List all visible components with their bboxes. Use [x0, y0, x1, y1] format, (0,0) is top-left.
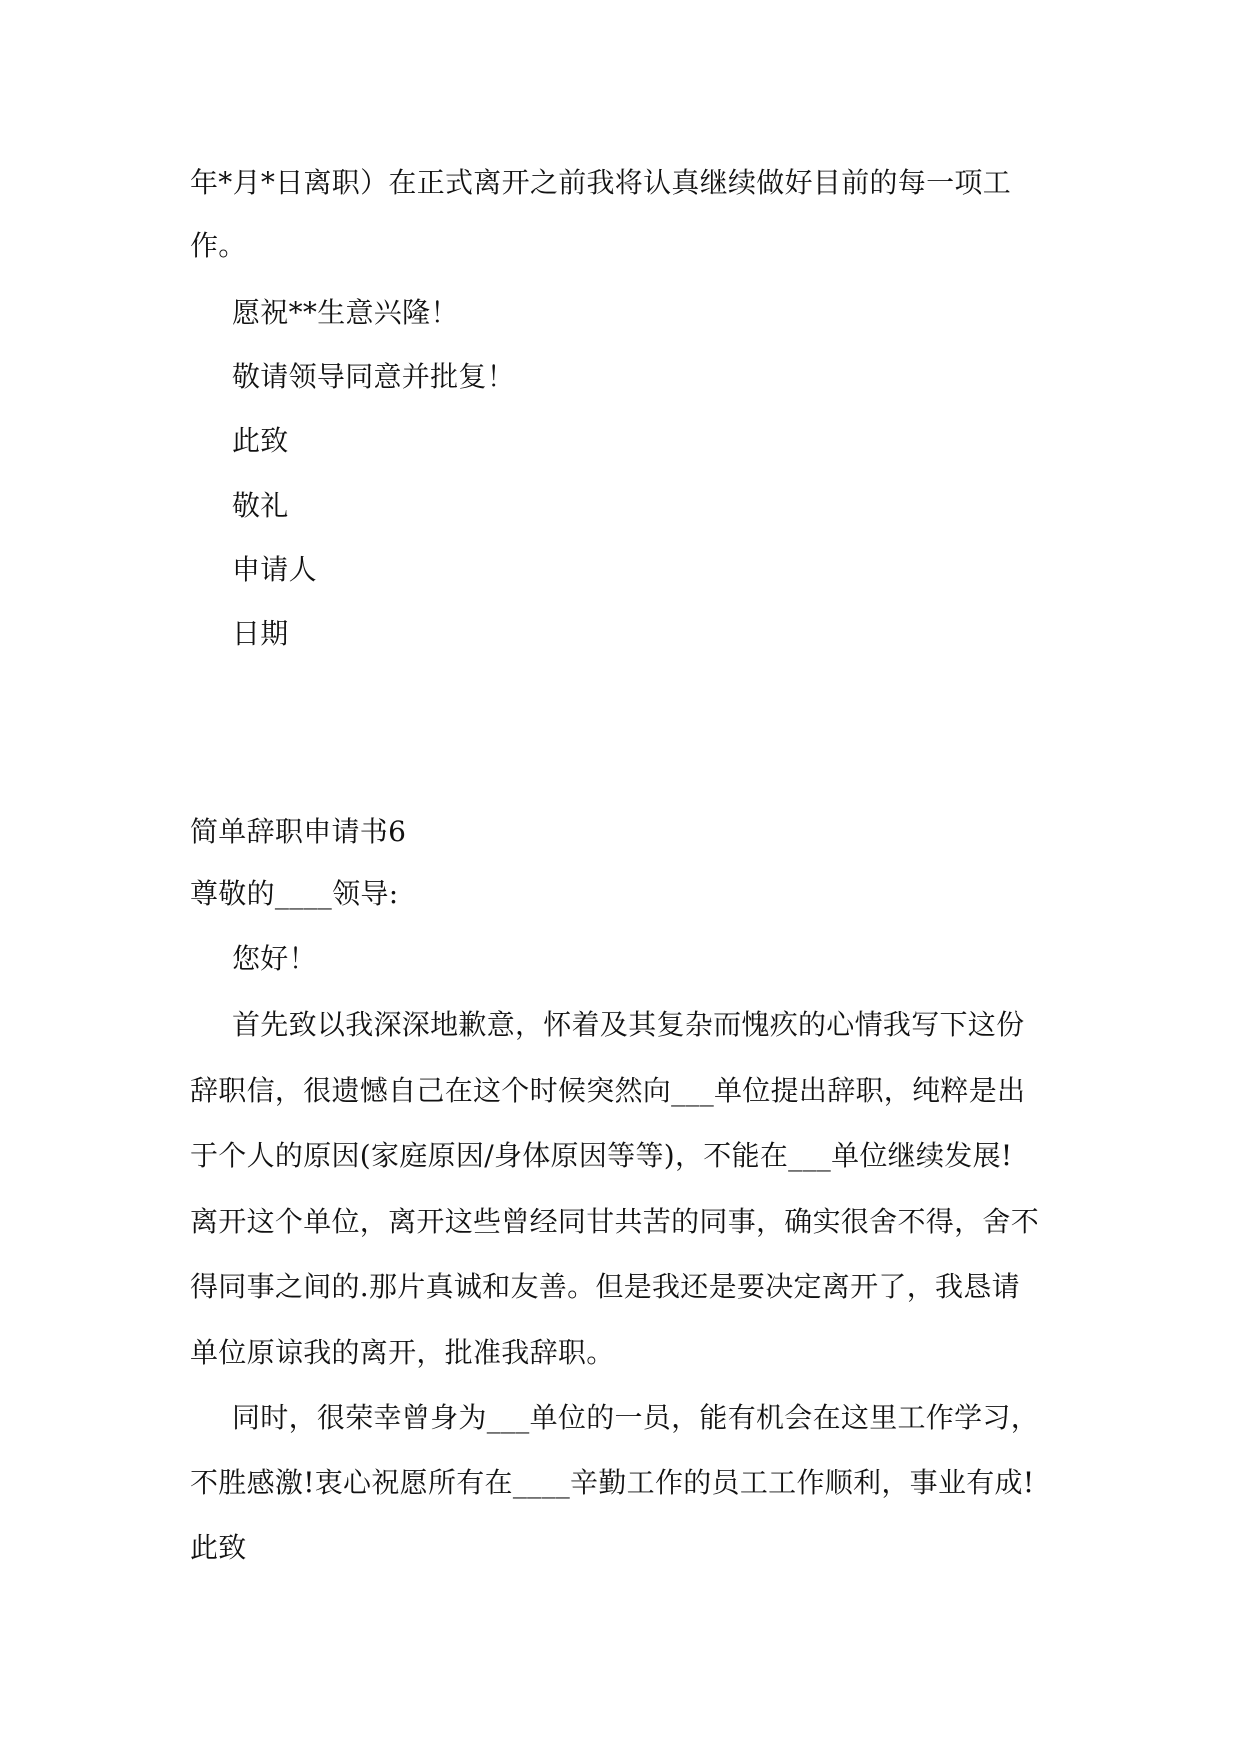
body-text-line: 离开这个单位，离开这些曾经同甘共苦的同事，确实很舍不得，舍不 — [190, 1205, 1040, 1238]
request-line: 敬请领导同意并批复！ — [232, 360, 516, 393]
section-title: 简单辞职申请书6 — [190, 815, 407, 848]
closing-line: 此致 — [190, 1531, 247, 1564]
body-text-line: 首先致以我深深地歉意，怀着及其复杂而愧疚的心情我写下这份 — [232, 1008, 1025, 1041]
applicant-label: 申请人 — [232, 553, 317, 586]
body-text-line: 于个人的原因(家庭原因/身体原因等等)，不能在___单位继续发展! — [190, 1139, 1013, 1172]
body-text-line: 得同事之间的.那片真诚和友善。但是我还是要决定离开了，我恳请 — [190, 1270, 1020, 1303]
body-text-line: 同时，很荣幸曾身为___单位的一员，能有机会在这里工作学习， — [232, 1401, 1040, 1434]
wish-line: 愿祝**生意兴隆！ — [232, 296, 459, 329]
closing-line: 此致 — [232, 424, 289, 457]
closing-line: 敬礼 — [232, 489, 289, 522]
date-label: 日期 — [232, 617, 289, 650]
body-text-line: 不胜感激!衷心祝愿所有在____辛勤工作的员工工作顺利，事业有成! — [190, 1466, 1035, 1499]
body-text-line: 作。 — [190, 229, 247, 262]
body-text-line: 年*月*日离职）在正式离开之前我将认真继续做好目前的每一项工 — [190, 166, 1012, 199]
body-text-line: 单位原谅我的离开，批准我辞职。 — [190, 1336, 615, 1369]
body-text-line: 辞职信，很遗憾自己在这个时候突然向___单位提出辞职，纯粹是出 — [190, 1074, 1026, 1107]
greeting: 您好！ — [232, 942, 317, 975]
salutation: 尊敬的____领导: — [190, 877, 399, 910]
